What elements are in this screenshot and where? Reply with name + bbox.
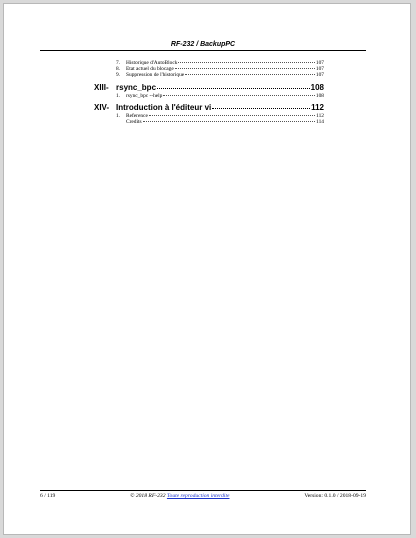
- page-footer: [40, 493, 366, 499]
- toc-item-label: Historique d'AutoBlock: [126, 60, 178, 66]
- toc-item-page: 108: [315, 92, 324, 99]
- copyright-notice: © 2018 RF-232 Toute reproduction interdite: [130, 493, 230, 499]
- header-divider: [40, 50, 366, 51]
- toc-item[interactable]: [40, 119, 324, 125]
- toc-item-label: Reference: [126, 112, 148, 119]
- toc-section-title: rsync_bpc: [116, 82, 157, 92]
- toc-item-label: Credits: [126, 119, 142, 126]
- document-page: [3, 3, 411, 535]
- leader-dots: [175, 68, 315, 69]
- toc-item[interactable]: 1. Reference 112: [116, 112, 324, 119]
- toc-section-heading[interactable]: XIV- Introduction à l'éditeur vi 112: [94, 102, 324, 112]
- toc-item[interactable]: 9. Suppression de l'historique 107: [116, 72, 324, 79]
- leader-dots: [163, 95, 315, 96]
- leader-dots: [149, 115, 315, 116]
- footer-divider: [40, 490, 366, 491]
- version-info: Version: 0.1.0 / 2018-09-19: [304, 493, 366, 499]
- toc-item-page: 112: [316, 112, 324, 119]
- toc-item-label: Suppression de l'historique: [126, 72, 185, 79]
- toc-section-page: 112: [311, 102, 324, 112]
- toc-item[interactable]: 8. Etat actuel du blocage 107: [116, 66, 324, 73]
- toc-section-page: 108: [310, 82, 324, 92]
- reproduction-link[interactable]: Toute reproduction interdite: [166, 493, 230, 499]
- toc-section-title: Introduction à l'éditeur vi: [116, 102, 212, 112]
- toc-section-heading[interactable]: XIII- rsync_bpc 108: [94, 82, 324, 92]
- toc-item-label: rsync_bpc --help: [126, 92, 163, 99]
- toc-item-page: 107: [315, 72, 324, 79]
- leader-dots: [157, 88, 310, 89]
- leader-dots: [143, 121, 316, 122]
- table-of-contents: [40, 60, 324, 125]
- toc-item[interactable]: 7. Historique d'AutoBlock 107: [116, 60, 324, 66]
- leader-dots: [185, 74, 315, 75]
- toc-item-page: 114: [316, 119, 324, 126]
- toc-item-page: 107: [315, 66, 324, 73]
- page-number: 6 / 119: [40, 493, 56, 499]
- page-header: RF-232 / BackupPC: [170, 41, 236, 48]
- leader-dots: [212, 108, 310, 109]
- toc-item-page: 107: [315, 60, 324, 66]
- toc-item[interactable]: 1. rsync_bpc --help 108: [116, 92, 324, 99]
- leader-dots: [178, 62, 314, 63]
- toc-item-label: Etat actuel du blocage: [126, 66, 174, 73]
